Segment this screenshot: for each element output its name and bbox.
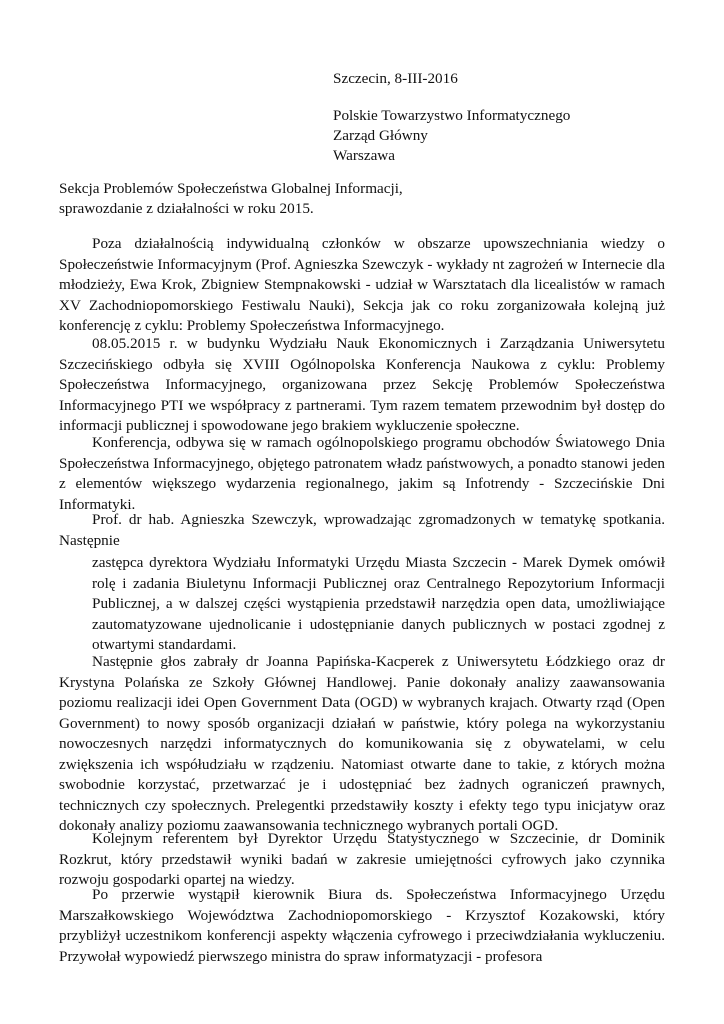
paragraph-speaker-rozkrut: Kolejnym referentem był Dyrektor Urzędu Statystycznego w Szczecinie, dr Dominik Rozkrut, który przedstawił wyniki badań w zakresie umiejętności cyfrowych jako czynnika rozwoju gospodarki opartej na wiedzy. [59,830,665,888]
recipient-organization: Polskie Towarzystwo Informatycznego [333,107,571,124]
paragraph-conference: 08.05.2015 r. w budynku Wydziału Nauk Ekonomicznych i Zarządzania Uniwersytetu Szczecińskiego odbyła się XVIII Ogólnopolska Konferencja Naukowa z cyklu: Problemy Społeczeństwa Informacyjnego, organizowana przez Sekcję Problemów Społeczeństwa Informacyjnego PTI we współpracy z partnerami. Tym razem tematem przewodnim był dostęp do informacji publicznej i spowodowane jego brakiem wykluczenie społeczne. [59,335,665,434]
paragraph-intro: Poza działalnością indywidualną członków w obszarze upowszechniania wiedzy o Społeczeństwie Informacyjnym (Prof. Agnieszka Szewczyk - wykłady nt zagrożeń w Internecie dla młodzieży, Ewa Krok, Zbigniew Stempnakowski - udział w Warsztatach dla licealistów w ramach XV Zachodniopomorskiego Festiwalu Nauki), Sekcja jak co roku zorganizowała kolejną już konferencję z cyklu: Problemy Społeczeństwa Informacyjnego. [59,235,665,334]
paragraph-opening: Prof. dr hab. Agnieszka Szewczyk, wprowadzając zgromadzonych w tematykę spotkania. Następnie [59,511,665,549]
report-title: Sekcja Problemów Społeczeństwa Globalnej Informacji, [59,180,403,197]
paragraph-speaker-dymek: zastępca dyrektora Wydziału Informatyki Urzędu Miasta Szczecin - Marek Dymek omówił rolę i zadania Biuletynu Informacji Publicznej oraz Centralnego Repozytorium Informacji Publicznej, a w dalszej części wystąpienia przedstawił narzędzia open data, umożliwiające zautomatyzowane ujednolicanie i udostępnianie danych publicznych w postaci zgodnej z otwartymi standardami. [92,554,665,653]
paragraph-program: Konferencja, odbywa się w ramach ogólnopolskiego programu obchodów Światowego Dnia Społeczeństwa Informacyjnego, objętego patronatem władz państwowych, a ponadto stanowi jeden z elementów większego wydarzenia regionalnego, jakim są Infotrendy - Szczecińskie Dni Informatyki. [59,434,665,513]
recipient-city: Warszawa [333,147,396,164]
place-date: Szczecin, 8-III-2016 [333,70,458,87]
paragraph-speaker-kozakowski: Po przerwie wystąpił kierownik Biura ds. Społeczeństwa Informacyjnego Urzędu Marszałkowskiego Województwa Zachodniopomorskiego - Krzysztof Kozakowski, który przybliżył uczestnikom konferencji aspekty włączenia cyfrowego i przeciwdziałania wykluczeniu. Przywołał wypowiedź pierwszego ministra do spraw informatyzacji - profesora [59,886,665,965]
paragraph-speakers-ogd: Następnie głos zabrały dr Joanna Papińska-Kacperek z Uniwersytetu Łódzkiego oraz dr Krystyna Polańska ze Szkoły Głównej Handlowej. Panie dokonały analizy zaawansowania poziomu realizacji idei Open Government Data (OGD) w wybranych krajach. Otwarty rząd (Open Government) to nowy sposób organizacji działań w państwie, który polega na wykorzystaniu nowoczesnych narzędzi informatycznych do komunikowania się z obywatelami, w celu zwiększenia ich współudziału w rządzeniu. Natomiast otwarte dane to takie, z których można swobodnie korzystać, przetwarzać je i udostępniać bez żadnych ograniczeń prawnych, technicznych czy społecznych. Prelegentki przedstawiły koszty i efekty tego typu inicjatyw oraz dokonały analizy poziomu zaawansowania technicznego wybranych portali OGD. [59,653,665,834]
recipient-board: Zarząd Główny [333,127,428,144]
report-subtitle: sprawozdanie z działalności w roku 2015. [59,200,314,217]
